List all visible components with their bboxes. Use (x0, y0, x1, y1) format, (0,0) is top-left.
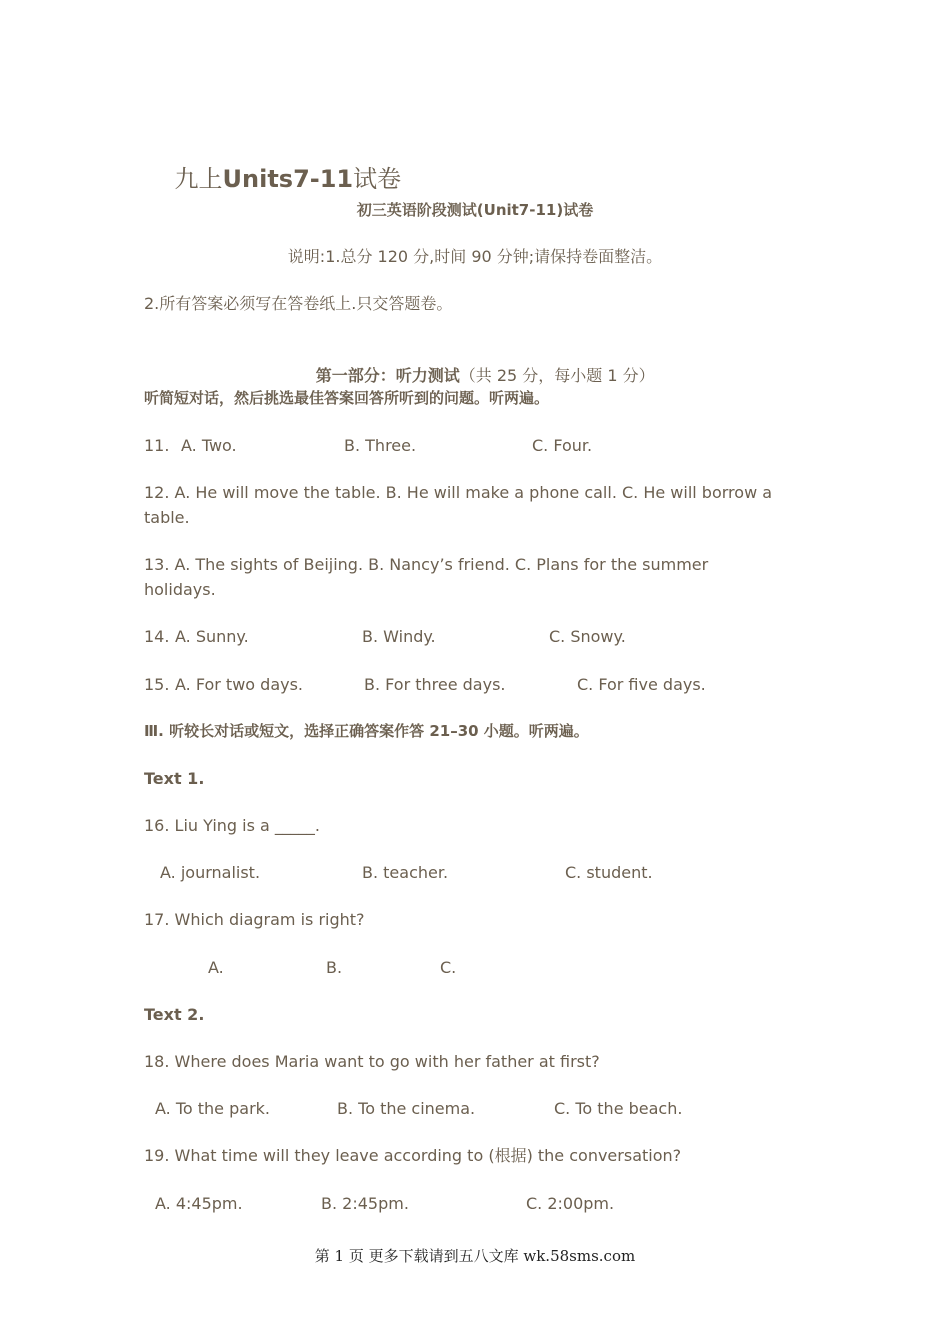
question-number: 11. (144, 436, 170, 455)
question-19-options (0, 1191, 950, 1216)
option-a: A. For two days. (175, 675, 304, 694)
option-a: A. 4:45pm. (155, 1194, 243, 1213)
option-a: A. journalist. (160, 863, 261, 882)
option-c: C. (440, 958, 457, 977)
part-one-title: 第一部分：听力测试 (315, 366, 460, 385)
question-18-options (0, 1096, 950, 1121)
instructions-line-2: 2.所有答案必须写在答卷纸上.只交答题卷。 (144, 294, 453, 313)
option-b: B. teacher. (362, 863, 449, 882)
option-b: B. Windy. (362, 627, 436, 646)
question-number: 15. (144, 675, 170, 694)
option-c: C. For five days. (577, 675, 706, 694)
option-b: B. (326, 958, 343, 977)
option-c: C. Four. (532, 436, 593, 455)
option-b: B. Three. (344, 436, 417, 455)
question-16-options (0, 860, 950, 885)
option-c: C. student. (565, 863, 653, 882)
text-2-heading: Text 2. (144, 1005, 205, 1024)
exam-subtitle: 初三英语阶段测试(Unit7-11)试卷 (356, 201, 594, 219)
option-c: C. 2:00pm. (526, 1194, 615, 1213)
instructions-line-1: 说明:1.总分 120 分,时间 90 分钟;请保持卷面整洁。 (287, 247, 663, 266)
text-1-heading: Text 1. (144, 769, 205, 788)
option-b: B. 2:45pm. (321, 1194, 409, 1213)
option-a: A. Sunny. (175, 627, 249, 646)
question-13: 13. A. The sights of Beijing. B. Nancy’s friend. C. Plans for the summer holidays. (144, 555, 709, 599)
question-15 (0, 672, 950, 697)
option-a: A. To the park. (155, 1099, 270, 1118)
page-footer: 第 1 页 更多下载请到五八文库 wk.58sms.com (314, 1247, 636, 1265)
question-number: 14. (144, 627, 170, 646)
question-17-options (0, 955, 950, 980)
part-one-score: （共 25 分，每小题 1 分） (459, 366, 655, 385)
title-bold: Units7-11 (222, 165, 354, 193)
option-a: A. (208, 958, 224, 977)
option-c: C. Snowy. (549, 627, 626, 646)
option-a: A. Two. (181, 436, 237, 455)
question-14 (0, 624, 950, 649)
option-b: B. To the cinema. (337, 1099, 476, 1118)
section-two-instruction: Ⅲ. 听较长对话或短文，选择正确答案作答 21–30 小题。听两遍。 (144, 722, 589, 740)
question-18: 18. Where does Maria want to go with her father at first? (144, 1052, 600, 1071)
question-12: 12. A. He will move the table. B. He will make a phone call. C. He will borrow a table. (144, 483, 773, 527)
question-17: 17. Which diagram is right? (144, 910, 365, 929)
question-11 (0, 433, 950, 458)
option-c: C. To the beach. (554, 1099, 683, 1118)
title-prefix: 九上 (174, 165, 223, 193)
question-19: 19. What time will they leave according to (根据) the conversation? (144, 1146, 682, 1165)
section-one-instruction: 听简短对话，然后挑选最佳答案回答所听到的问题。听两遍。 (144, 389, 550, 407)
question-16: 16. Liu Ying is a _____. (144, 816, 320, 835)
option-b: B. For three days. (364, 675, 506, 694)
title-suffix: 试卷 (353, 165, 402, 193)
